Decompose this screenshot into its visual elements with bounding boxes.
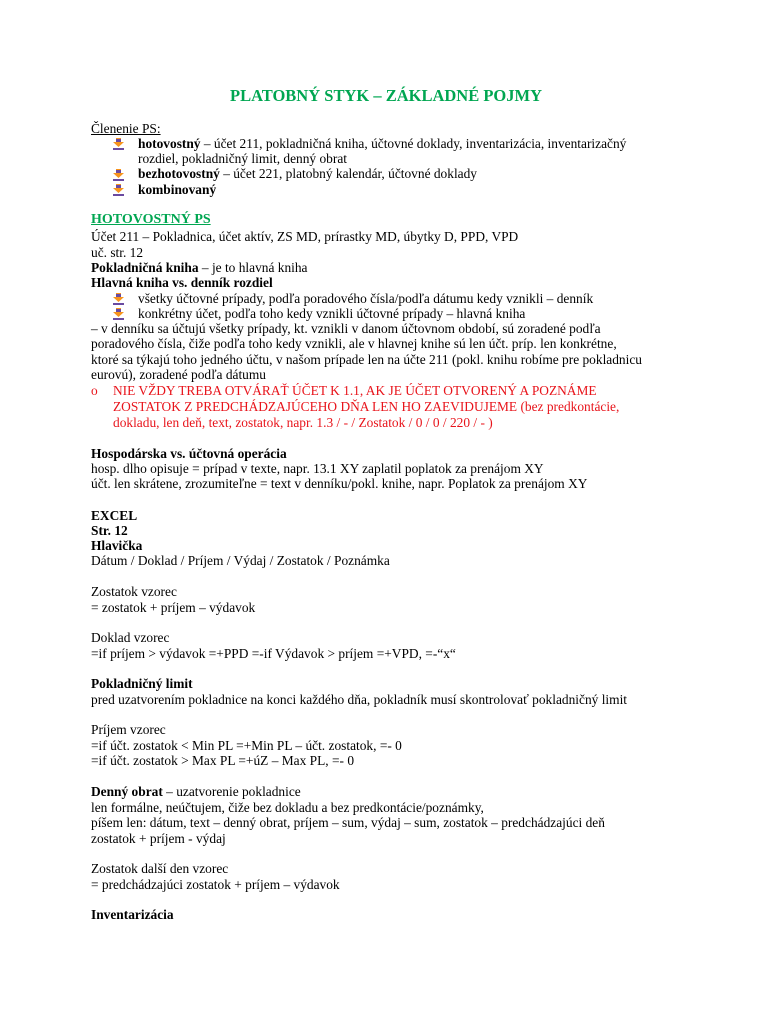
text-line: poradového čísla, čiže podľa toho kedy vznikli, ale v hlavnej knihe sú len účt. príp. len konkrétne,: [91, 336, 617, 351]
text-line: eurovú), zoradené podľa dátumu: [91, 367, 266, 382]
red-note-line: ZOSTATOK Z PREDCHÁDZAJÚCEHO DŇA LEN HO ZAEVIDUJEME (bez predkontácie,: [113, 399, 620, 414]
arrow-bullet-icon: [113, 169, 124, 181]
arrow-bullet-icon: [113, 308, 124, 320]
red-note-line: NIE VŽDY TREBA OTVÁRAŤ ÚČET K 1.1, AK JE ÚČET OTVORENÝ A POZNÁME: [113, 383, 597, 398]
text-line: Pokladničná kniha – je to hlavná kniha: [91, 260, 308, 275]
section-heading-hotovostny: HOTOVOSTNÝ PS: [91, 212, 211, 227]
subheading-inventarizacia: Inventarizácia: [91, 907, 174, 922]
text-line: píšem len: dátum, text – denný obrat, príjem – sum, výdaj – sum, zostatok – predchádzajúci deň: [91, 815, 605, 830]
circle-bullet-icon: o: [91, 383, 98, 398]
subheading-excel: EXCEL: [91, 508, 138, 523]
text-line: – v denníku sa účtujú všetky prípady, kt. vznikli v danom účtovnom období, sú zoradené podľa: [91, 321, 601, 336]
clenenie-item: hotovostný – účet 211, pokladničná kniha, účtovné doklady, inventarizácia, inventarizačný: [138, 136, 627, 151]
text-line: zostatok + príjem - výdaj: [91, 831, 226, 846]
text-line: uč. str. 12: [91, 245, 144, 260]
text-line: pred uzatvorením pokladnice na konci každého dňa, pokladník musí skontrolovať pokladničný limit: [91, 692, 628, 707]
text-line: Účet 211 – Pokladnica, účet aktív, ZS MD, prírastky MD, úbytky D, PPD, VPD: [91, 229, 519, 244]
subheading-hlavicka: Hlavička: [91, 538, 143, 553]
text-line: hosp. dlho opisuje = prípad v texte, napr. 13.1 XY zaplatil poplatok za prenájom XY: [91, 461, 544, 476]
clenenie-label: Členenie PS:: [91, 121, 161, 136]
text-line: Zostatok další den vzorec: [91, 861, 229, 876]
formula-line: =if účt. zostatok > Max PL =+úZ – Max PL, =- 0: [91, 753, 355, 768]
arrow-bullet-icon: [113, 293, 124, 305]
arrow-bullet-icon: [113, 184, 124, 196]
text-line: Denný obrat – uzatvorenie pokladnice: [91, 784, 301, 799]
subheading-operacia: Hospodárska vs. účtovná operácia: [91, 446, 287, 461]
list-item: všetky účtovné prípady, podľa poradového čísla/podľa dátumu kedy vznikli – denník: [138, 291, 594, 306]
subheading-str: Str. 12: [91, 523, 128, 538]
clenenie-item: bezhotovostný – účet 221, platobný kalendár, účtovné doklady: [138, 166, 478, 181]
formula-line: = predchádzajúci zostatok + príjem – výdavok: [91, 877, 340, 892]
subheading-limit: Pokladničný limit: [91, 676, 193, 691]
subheading-rozdiel: Hlavná kniha vs. denník rozdiel: [91, 275, 273, 290]
formula-line: =if príjem > výdavok =+PPD =-if Výdavok > príjem =+VPD, =-“x“: [91, 646, 456, 661]
text-line: len formálne, neúčtujem, čiže bez dokladu a bez predkontácie/poznámky,: [91, 800, 484, 815]
list-item: konkrétny účet, podľa toho kedy vznikli účtovné prípady – hlavná kniha: [138, 306, 526, 321]
text-line: účt. len skrátene, zrozumiteľne = text v denníku/pokl. knihe, napr. Poplatok za prenájom XY: [91, 476, 588, 491]
clenenie-item: kombinovaný: [138, 182, 217, 197]
clenenie-item-cont: rozdiel, pokladničný limit, denný obrat: [138, 151, 347, 166]
red-note-line: dokladu, len deň, text, zostatok, napr. 1.3 / - / Zostatok / 0 / 0 / 220 / - ): [113, 415, 493, 430]
page-title: PLATOBNÝ STYK – ZÁKLADNÉ POJMY: [229, 86, 542, 105]
formula-line: = zostatok + príjem – výdavok: [91, 600, 256, 615]
text-line: Doklad vzorec: [91, 630, 170, 645]
text-line: Zostatok vzorec: [91, 584, 177, 599]
text-line: ktoré sa týkajú toho jedného účtu, v našom prípade len na účte 211 (pokl. knihu robíme pre pokladnicu: [91, 352, 642, 367]
text-line: Príjem vzorec: [91, 722, 166, 737]
formula-line: =if účt. zostatok < Min PL =+Min PL – účt. zostatok, =- 0: [91, 738, 402, 753]
arrow-bullet-icon: [113, 138, 124, 150]
text-line: Dátum / Doklad / Príjem / Výdaj / Zostatok / Poznámka: [91, 553, 390, 568]
